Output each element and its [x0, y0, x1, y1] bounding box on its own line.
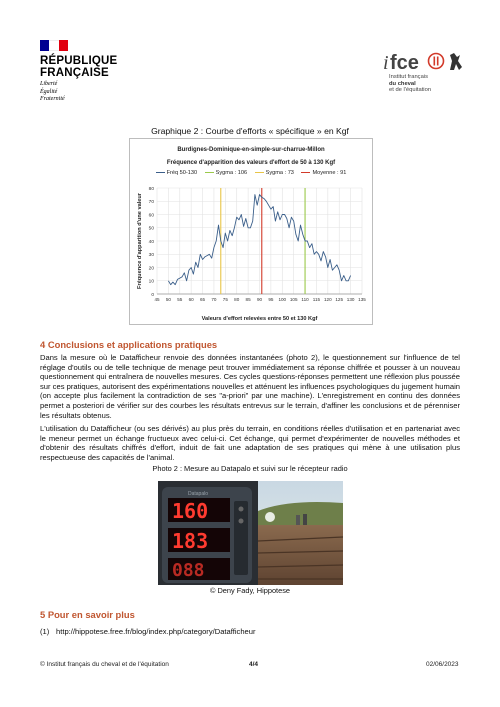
x-tick-label: 90 [256, 297, 263, 302]
x-tick-label: 130 [346, 297, 355, 302]
y-tick-label: 70 [148, 200, 154, 206]
x-tick-label: 95 [268, 297, 274, 302]
y-axis-label: Fréquence d'apparition d'une valeur [137, 193, 143, 289]
chart-plot [130, 180, 370, 322]
ifce-logo [380, 47, 475, 77]
device-label: Datapalo [188, 491, 209, 497]
display-mid: 183 [172, 529, 209, 553]
reference-item [40, 627, 256, 636]
x-tick-label: 115 [312, 297, 321, 302]
chart-legend [129, 170, 373, 176]
section-4-paragraph-2: L'utilisation du Datafficheur (ou ses dérivés) au plus près du terrain, en conditions réelles d'utilisation et en partenariat avec le meneur permet un échange fructueux avec celui-ci. Cet échange, qui permet d'expérimenter de nouvelles méthodes et d'obtenir des résultats chiffrés d'effort, induit de fait une adaptation de ses pratiques qui mène à une utilisation plus respectueuse des capacités de l'animal. [40, 424, 460, 462]
republique-francaise-flag [40, 40, 68, 51]
x-tick-label: 105 [289, 297, 298, 302]
gov-motto: Liberté Égalité Fraternité [40, 81, 65, 102]
reference-number: (1) [40, 627, 50, 636]
x-tick-label: 55 [177, 297, 183, 302]
y-tick-label: 20 [148, 266, 154, 272]
y-tick-label: 30 [148, 253, 154, 259]
section-4-paragraph-1: Dans la mesure où le Datafficheur renvoie des données instantanées (photo 2), le questionnement sur l'influence de tel réglage d'outils ou de telle technique de menage peut trouver immédiatement sa réponse chiffrée et pousser à un nouveau questionnement qui entraînera de nouvelles mesures. Ces cycles questions-réponses permettent une réflexion plus poussée sur ces pratiques, autorisent des expérimentations nouvelles et atténuent les influences psychologiques du jugement humain (on accepte plus facilement la contradiction de ses "a-priori" par une machine). L'enregistrement en continu des données permet a posteriori de vérifier sur des courbes les résultats entrevus sur le terrain, d'affiner les conclusions et de pérenniser les résultats obtenus. [40, 353, 460, 420]
x-tick-label: 60 [188, 297, 194, 302]
footer-copyright: © Institut français du cheval et de l'équitation [40, 661, 169, 668]
x-tick-label: 85 [245, 297, 251, 302]
footer-page-number: 4/4 [249, 661, 259, 668]
x-tick-label: 75 [222, 297, 228, 302]
ifce-subtitle: Institut français du cheval et de l'équitation [389, 74, 432, 94]
x-tick-label: 135 [358, 297, 366, 302]
x-tick-label: 65 [199, 297, 206, 302]
reference-link[interactable]: http://hippotese.free.fr/blog/index.php/category/Datafficheur [56, 627, 256, 636]
y-tick-label: 60 [148, 213, 154, 219]
legend-item: Moyenne : 91 [301, 170, 346, 176]
chart-subtitle: Fréquence d'apparition des valeurs d'effort de 50 à 130 Kgf [166, 160, 336, 166]
display-bottom: 088 [172, 560, 205, 581]
legend-item: Sygma : 106 [205, 170, 247, 176]
section-5-heading: 5 Pour en savoir plus [40, 609, 135, 620]
y-tick-label: 40 [148, 239, 154, 245]
y-tick-label: 0 [151, 292, 154, 298]
datapalo-photo [158, 481, 343, 585]
gov-logo-title: RÉPUBLIQUE FRANÇAISE [40, 55, 118, 79]
x-tick-label: 45 [154, 297, 160, 302]
y-tick-label: 80 [148, 186, 154, 192]
chart-caption: Graphique 2 : Courbe d'efforts « spécifique » en Kgf [151, 126, 349, 136]
x-tick-label: 70 [211, 297, 217, 302]
x-tick-label: 50 [165, 297, 171, 302]
svg-text:fce: fce [390, 52, 419, 74]
x-tick-label: 110 [301, 297, 309, 302]
section-4-heading: 4 Conclusions et applications pratiques [40, 339, 218, 350]
x-axis-label: Valeurs d'effort relevées entre 50 et 130 Kgf [201, 316, 318, 322]
x-tick-label: 120 [323, 297, 332, 302]
photo-credit: © Deny Fady, Hippotese [209, 586, 291, 595]
x-tick-label: 125 [335, 297, 344, 302]
x-tick-label: 80 [234, 297, 240, 302]
legend-item: Sygma : 73 [255, 170, 294, 176]
x-tick-label: 100 [278, 297, 287, 302]
y-tick-label: 50 [148, 226, 154, 232]
footer-date: 02/06/2023 [426, 661, 459, 668]
y-tick-label: 10 [148, 279, 154, 285]
svg-text:i: i [383, 52, 389, 74]
legend-item: Fréq 50-130 [156, 170, 197, 176]
display-top: 160 [172, 499, 209, 523]
photo-caption: Photo 2 : Mesure au Datapalo et suivi sur le récepteur radio [152, 464, 348, 473]
chart-title: Burdignes-Dominique-en-simple-sur-charrue-Millon [177, 147, 325, 153]
